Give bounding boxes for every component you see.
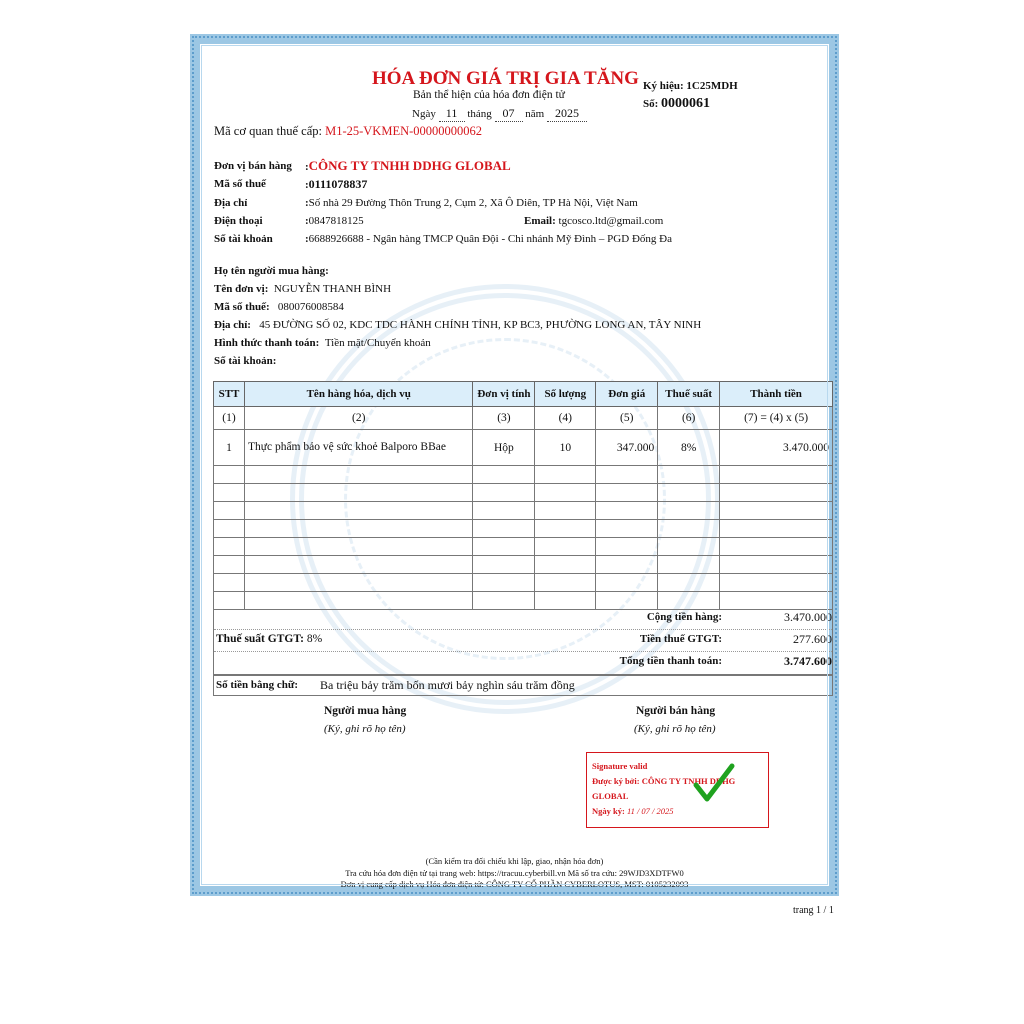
header-price: Đơn giá [596,382,658,407]
table-header-row [214,382,833,407]
date-day: 11 [439,106,465,122]
seller-phone-row [214,215,263,227]
row-unit: Hộp [473,430,535,466]
footer-line-2: Tra cứu hóa đơn điện tử tại trang web: https://tracuu.cyberbill.vn Mã số tra cứu: 29WJD3XDTFW0 [345,868,684,878]
seller-name: CÔNG TY TNHH DDHG GLOBAL [308,158,511,173]
row-name: Thực phẩm bảo vệ sức khoẻ Balporo BBae [244,430,473,466]
invoice-frame [190,34,839,896]
buyer-tax-label: Mã số thuế: [214,301,270,313]
buyer-signature-note: (Ký, ghi rõ họ tên) [324,723,406,735]
vat-rate-row [216,633,322,645]
empty-row [214,520,833,538]
seller-phone: 0847818125 [308,215,364,227]
tax-agency-value: M1-25-VKMEN-00000000062 [325,124,483,138]
header-amount: Thành tiền [720,382,833,407]
total-value: 3.747.600 [784,654,832,668]
row-price: 347.000 [596,430,658,466]
seller-address-row [214,197,247,209]
signed-by-value: CÔNG TY TNHH DDHG GLOBAL [592,776,736,801]
row-stt: 1 [214,430,245,466]
words-label: Số tiền bằng chữ: [216,679,299,691]
seller-tax: 0111078837 [308,177,368,191]
buyer-payment: Tiền mặt/Chuyển khoản [324,337,431,349]
seller-account: 6688926688 - Ngân hàng TMCP Quân Đội - Chi nhánh Mỹ Đình – PGD Đống Đa [308,233,672,245]
empty-row [214,484,833,502]
row-qty: 10 [535,430,596,466]
index-cell: (1) [214,407,245,430]
seller-account-value-row: :6688926688 - Ngân hàng TMCP Quân Đội - Chi nhánh Mỹ Đình – PGD Đống Đa [305,233,672,245]
symbol-label: Ký hiệu: [643,80,684,92]
row-amount: 3.470.000 [720,430,833,466]
table-index-row [214,407,833,430]
seller-signature-note: (Ký, ghi rõ họ tên) [634,723,716,735]
seller-signature-title: Người bán hàng [636,705,716,717]
sign-date-row [592,804,763,819]
date-prefix: Ngày [412,108,436,120]
buyer-name-label: Họ tên người mua hàng: [214,265,329,277]
number-value: 0000061 [661,96,711,111]
header-unit: Đơn vị tính [473,382,535,407]
buyer-account-label: Số tài khoản: [214,355,277,367]
tax-agency-label: Mã cơ quan thuế cấp: [214,124,322,138]
empty-row [214,502,833,520]
buyer-unit-label: Tên đơn vị: [214,283,269,295]
page-number: trang 1 / 1 [793,905,834,916]
invoice-title: HÓA ĐƠN GIÁ TRỊ GIA TĂNG [372,68,639,89]
empty-row [214,466,833,484]
date-month: 07 [495,106,523,122]
seller-phone-label: Điện thoại [214,215,263,227]
buyer-signature-title: Người mua hàng [324,705,407,717]
index-cell: (3) [473,407,535,430]
empty-row [214,556,833,574]
signed-by-row [592,774,763,804]
header-tax: Thuế suất [658,382,720,407]
seller-name-value-row: :CÔNG TY TNHH DDHG GLOBAL [305,158,511,173]
buyer-unit-row [214,283,391,295]
subtotal-label: Cộng tiền hàng: [646,611,722,623]
seller-email-label: Email: [524,215,556,227]
subtotal-value: 3.470.000 [784,610,832,624]
header-stt: STT [214,382,245,407]
seller-address-label: Địa chỉ [214,197,248,209]
seller-name-row [214,160,292,172]
header-qty: Số lượng [535,382,596,407]
number-label: Số: [643,98,659,110]
vat-value: 277.600 [793,632,832,646]
footer-line-1: (Cần kiểm tra đối chiếu khi lập, giao, nhận hóa đơn) [425,856,604,866]
month-label: tháng [467,108,492,120]
buyer-payment-row [214,337,431,349]
seller-address: Số nhà 29 Đường Thôn Trung 2, Cụm 2, Xã Ô Diên, TP Hà Nội, Việt Nam [308,197,638,209]
symbol-value: 1C25MDH [686,80,738,92]
seller-account-row [214,233,273,245]
buyer-payment-label: Hình thức thanh toán: [214,337,320,349]
invoice-subtitle: Bản thể hiện của hóa đơn điện tử [413,89,565,101]
sign-date-value: 11 / 07 / 2025 [626,806,674,816]
buyer-address-label: Địa chỉ: [214,319,251,331]
seller-address-value-row: :Số nhà 29 Đường Thôn Trung 2, Cụm 2, Xã Ô Diên, TP Hà Nội, Việt Nam [305,197,638,209]
table-row [214,430,833,466]
check-icon [693,763,735,803]
buyer-account-row [214,355,276,367]
vat-rate-value: 8% [306,633,323,645]
signed-by-label: Được ký bởi: [592,776,640,786]
invoice-number [643,96,710,112]
buyer-unit: NGUYỄN THANH BÌNH [273,283,392,295]
seller-account-label: Số tài khoản [214,233,273,245]
seller-name-label: Đơn vị bán hàng [214,160,292,172]
row-tax: 8% [658,430,720,466]
totals-box [213,607,833,675]
total-label: Tổng tiền thanh toán: [619,655,722,667]
empty-row [214,574,833,592]
index-cell: (6) [658,407,720,430]
tax-agency-code [214,124,482,139]
items-table [213,381,833,610]
words-value: Ba triệu bảy trăm bốn mươi bảy nghìn sáu trăm đồng [320,678,575,692]
signature-valid-text: Signature valid [592,761,648,771]
index-cell: (7) = (4) x (5) [720,407,833,430]
buyer-tax-row [214,301,344,313]
seller-tax-label: Mã số thuế [214,178,266,190]
digital-signature-box [586,752,769,828]
invoice-date [412,106,587,122]
buyer-tax: 080076008584 [277,301,344,313]
empty-row [214,538,833,556]
amount-in-words [213,675,833,696]
sign-date-label: Ngày ký: [592,806,625,816]
buyer-address: 45 ĐƯỜNG SỐ 02, KDC TDC HÀNH CHÍNH TỈNH, KP BC3, PHƯỜNG LONG AN, TÂY NINH [259,319,702,331]
year-label: năm [525,108,545,120]
invoice-symbol [643,80,738,92]
seller-email-row [524,215,663,227]
buyer-name-row [214,265,329,277]
seller-tax-row [214,178,266,190]
header-name: Tên hàng hóa, dịch vụ [244,382,473,407]
seller-email: tgcosco.ltd@gmail.com [558,215,664,227]
index-cell: (2) [244,407,473,430]
footer-line-3: Đơn vị cung cấp dịch vụ Hóa đơn điện tử: CÔNG TY CỔ PHẦN CYBERLOTUS, MST: 0105232093 [340,879,689,889]
seller-phone-value-row: :0847818125 [305,215,364,227]
index-cell: (4) [535,407,596,430]
vat-rate-label: Thuế suất GTGT: [216,633,304,645]
buyer-address-row [214,319,701,331]
seller-tax-value-row: :0111078837 [305,177,368,191]
index-cell: (5) [596,407,658,430]
vat-label: Tiền thuế GTGT: [639,633,722,645]
date-year: 2025 [547,106,587,122]
